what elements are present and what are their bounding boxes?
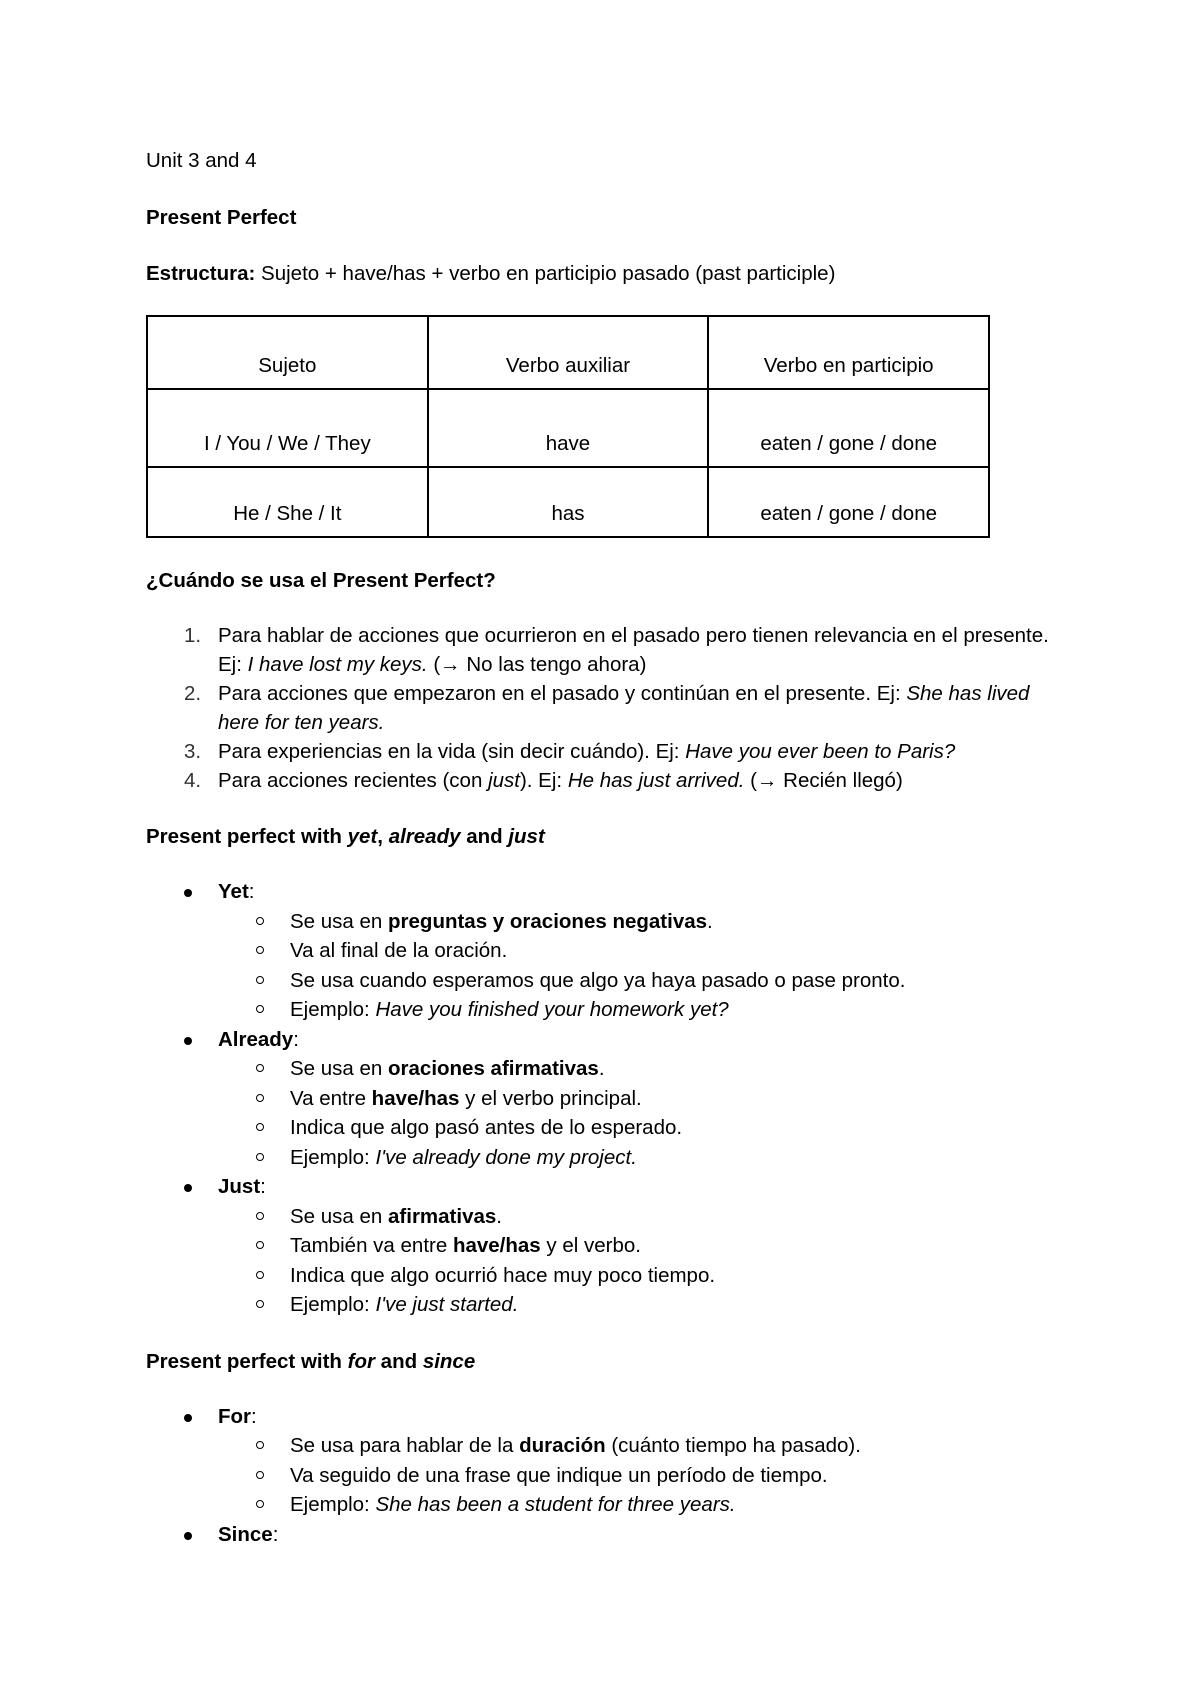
bullet-label: Already [218,1027,294,1051]
for-since-heading [146,1347,1076,1376]
table-cell: has [428,467,709,537]
bullet-item-already: Already: Se usa en oraciones afirmativas. Va entre have/has y el verbo principal. Indica que algo pasó antes de lo esperado. Ejemplo: I've already done my project. [146,1025,1076,1173]
heading-keyword: already [388,825,461,848]
item-text: Para acciones recientes (con [218,769,489,792]
bullet-icon [184,1414,192,1422]
table-header-cell: Sujeto [147,316,428,389]
sub-item [146,1431,1076,1461]
sub-emphasis: oraciones afirmativas [388,1057,599,1080]
list-number: 2. [184,682,202,705]
sub-item [146,1461,1076,1491]
sub-item [146,1143,1076,1173]
circle-bullet-icon [256,1441,264,1449]
bullet-item-just: Just: Se usa en afirmativas. También va entre have/has y el verbo. Indica que algo ocurrió hace muy poco tiempo. Ejemplo: I've just started. [146,1172,1076,1320]
for-since-list [146,1402,1076,1550]
sub-example: She has been a student for three years. [375,1493,736,1516]
heading-keyword: for [347,1349,375,1373]
sub-item [146,966,1076,996]
document-page [146,146,1076,1576]
sub-text: y el verbo principal. [459,1086,642,1110]
sub-text: . [496,1204,502,1228]
bullet-label: Just [218,1175,261,1198]
bullet-icon [184,1532,192,1540]
item-text: Para hablar de acciones que ocurrieron en el pasado pero tienen relevancia en el presente. Ej: [218,624,1049,676]
heading-text: and [460,825,509,848]
item-text: Para experiencias en la vida (sin decir cuándo). Ej: [218,740,686,763]
sub-text: Indica que algo pasó antes de lo esperado. [290,1116,683,1139]
sub-text: Se usa en [290,1204,389,1228]
uses-list [146,621,1076,795]
circle-bullet-icon [256,1500,264,1508]
sub-text: Se usa cuando esperamos que algo ya haya pasado o pase pronto. [290,968,906,992]
sub-text: Ejemplo: [290,1293,376,1316]
sub-text: Ejemplo: [290,1493,376,1516]
sub-example: I've just started. [375,1293,519,1316]
conjugation-table [146,315,990,538]
sub-text: y el verbo. [540,1234,641,1257]
sub-item [146,1113,1076,1143]
circle-bullet-icon [256,1212,264,1220]
structure-label: Estructura: [146,262,256,285]
sub-item [146,936,1076,966]
yet-already-just-list [146,877,1076,1320]
sub-emphasis: afirmativas [388,1204,497,1228]
sub-list [146,1054,1076,1172]
heading-keyword: since [422,1349,476,1373]
circle-bullet-icon [256,976,264,984]
bullet-item-since [146,1520,1076,1550]
bullet-colon: : [272,1522,279,1546]
sub-item [146,1490,1076,1520]
table-row [147,389,989,467]
circle-bullet-icon [256,1094,264,1102]
item-note: (→ Recién llegó) [744,769,903,792]
bullet-icon [184,1037,192,1045]
structure-text: Sujeto + have/has + verbo en participio pasado (past participle) [255,262,836,285]
circle-bullet-icon [256,1123,264,1131]
table-header-cell: Verbo en participio [708,316,989,389]
table-cell: have [428,389,709,467]
circle-bullet-icon [256,1241,264,1249]
sub-emphasis: duración [519,1434,606,1457]
item-example: Have you ever been to Paris? [685,740,956,763]
sub-item [146,995,1076,1025]
heading-text: , [377,825,389,848]
sub-emphasis: preguntas y oraciones negativas [388,909,708,933]
sub-example: I've already done my project. [375,1145,637,1169]
heading-text: and [374,1349,423,1373]
sub-text: También va entre [290,1234,453,1257]
unit-label: Unit 3 and 4 [146,149,257,172]
sub-text: Va al final de la oración. [290,939,508,962]
heading-keyword: yet [347,825,378,848]
sub-item [146,1231,1076,1261]
table-row [147,467,989,537]
table-header-row [147,316,989,389]
sub-list [146,1431,1076,1520]
table-cell: eaten / gone / done [708,467,989,537]
item-text: ). Ej: [519,769,568,792]
item-keyword: just [488,769,520,792]
sub-item [146,1084,1076,1114]
sub-text: Se usa en [290,909,389,933]
sub-text: Se usa en [290,1057,389,1080]
heading-text: Present perfect with [146,1349,348,1373]
bullet-item-yet: Yet: Se usa en preguntas y oraciones negativas. Va al final de la oración. Se usa cuando esperamos que algo ya haya pasado o pase pronto. Ejemplo: Have you finished your homework yet? [146,877,1076,1025]
sub-text: Va entre [290,1086,372,1110]
item-example: I have lost my keys. [247,653,428,676]
list-number: 3. [184,740,202,763]
sub-text: . [598,1057,605,1080]
list-item [146,766,1076,795]
list-item [146,621,1076,679]
table-cell: I / You / We / They [147,389,428,467]
circle-bullet-icon [256,1471,264,1479]
bullet-icon [184,1184,192,1192]
sub-item [146,1054,1076,1084]
sub-item [146,1261,1076,1291]
list-number: 4. [184,769,202,792]
circle-bullet-icon [256,1300,264,1308]
sub-text: Va seguido de una frase que indique un período de tiempo. [290,1463,828,1487]
circle-bullet-icon [256,1153,264,1161]
sub-item [146,907,1076,937]
sub-text: Ejemplo: [290,1145,376,1169]
page-title: Present Perfect [146,206,297,229]
sub-text: (cuánto tiempo ha pasado). [605,1434,861,1457]
heading-keyword: just [508,825,545,848]
bullet-label: Since [218,1522,273,1546]
table-header-cell: Verbo auxiliar [428,316,709,389]
when-heading: ¿Cuándo se usa el Present Perfect? [146,569,496,592]
item-note: (→ No las tengo ahora) [427,653,647,676]
sub-emphasis: have/has [452,1234,541,1257]
table-cell: eaten / gone / done [708,389,989,467]
table-cell: He / She / It [147,467,428,537]
yet-already-just-heading [146,822,1076,851]
sub-emphasis: have/has [371,1086,460,1110]
list-item [146,679,1076,737]
item-example: She has lived here for ten years. [218,682,1030,734]
circle-bullet-icon [256,946,264,954]
list-number: 1. [184,624,202,647]
sub-example: Have you finished your homework yet? [375,998,729,1021]
list-item [146,737,1076,766]
structure-line [146,259,1076,288]
heading-text: Present perfect with [146,825,348,848]
sub-text: Indica que algo ocurrió hace muy poco tiempo. [290,1263,716,1287]
bullet-label: For [218,1404,252,1428]
sub-list [146,1202,1076,1320]
item-example: He has just arrived. [567,769,745,792]
bullet-item-for: For: Se usa para hablar de la duración (cuánto tiempo ha pasado). Va seguido de una frase que indique un período de tiempo. Ejemplo: She has been a student for three years. [146,1402,1076,1520]
bullet-icon [184,889,192,897]
circle-bullet-icon [256,917,264,925]
sub-text: Se usa para hablar de la [290,1434,520,1457]
circle-bullet-icon [256,1271,264,1279]
sub-item [146,1202,1076,1232]
bullet-label: Yet [218,880,249,903]
circle-bullet-icon [256,1064,264,1072]
sub-text: Ejemplo: [290,998,376,1021]
sub-text: . [707,909,713,933]
circle-bullet-icon [256,1005,264,1013]
item-text: Para acciones que empezaron en el pasado y continúan en el presente. Ej: [218,682,907,705]
sub-item [146,1290,1076,1320]
sub-list [146,907,1076,1025]
